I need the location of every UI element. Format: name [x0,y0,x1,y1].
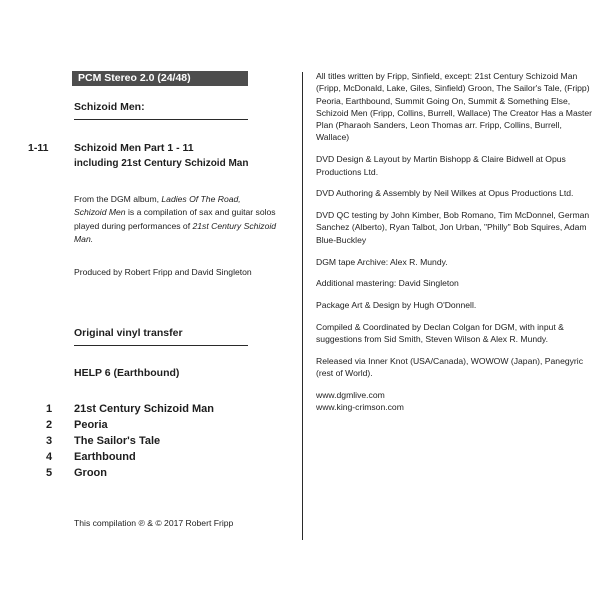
section-heading-schizoid-men: Schizoid Men: [74,101,145,113]
credit-mastering: Additional mastering: David Singleton [316,278,459,289]
credit-dvd-qc: DVD QC testing by John Kimber, Bob Romano, Tim McDonnel, German Sanchez (Alberto), Ryan Talbot, Jon Urban, "Philly" Bob Squires, Adam Blue-Buckley [316,210,590,245]
track-title: Schizoid Men Part 1 - 11 [74,142,194,154]
section-divider-1 [74,119,248,120]
website-links [316,389,596,414]
track-name: Peoria [74,419,108,431]
website-url-dgmlive: www.dgmlive.com [316,390,385,401]
website-url-king-crimson: www.king-crimson.com [316,402,404,413]
track-number: 1 [46,403,53,415]
section-heading-vinyl-transfer: Original vinyl transfer [74,327,183,339]
desc-song-title: 21st Century Schizoid Man. [74,220,277,244]
credit-compiled: Compiled & Coordinated by Declan Colgan for DGM, with input & suggestions from Sid Smith, Steven Wilson & Alex R. Mundy. [316,321,564,345]
audio-format-banner [72,71,248,86]
track-subtitle: including 21st Century Schizoid Man [74,158,249,169]
track-row [0,450,300,466]
track-row [0,434,300,450]
column-divider [302,72,303,540]
track-name: The Sailor's Tale [74,435,161,447]
track-number: 2 [46,419,53,431]
desc-text-1: From the DGM album, [74,194,162,204]
section-divider-2 [74,345,248,346]
desc-album-title: Ladies Of The Road, [161,194,241,204]
desc-schizoid-men: Schizoid Men [74,207,126,218]
producer-credit: Produced by Robert Fripp and David Singleton [74,267,252,277]
track-number: 4 [46,451,53,463]
credit-writers: All titles written by Fripp, Sinfield, except: 21st Century Schizoid Man (Fripp, McDonald, Lake, Giles, Sinfield) Groon, The Sailor's Tale, (Fripp) Peoria, Earthbound, Summit Going On, Summit & Something Else, Schizoid Men (Fripp, Collins, Burrell, Wallace) The Creator Has a Master Plan (Pharaoh Sanders, Leon Thomas arr. Fripp, Collins, Burrell, Wallace) [316,71,593,143]
copyright-notice: This compilation ℗ & © 2017 Robert Fripp [74,518,234,528]
track-row [0,418,300,434]
track-number: 5 [46,467,53,479]
credit-dvd-authoring: DVD Authoring & Assembly by Neil Wilkes at Opus Productions Ltd. [316,188,574,199]
credit-release: Released via Inner Knot (USA/Canada), WOWOW (Japan), Panegyric (rest of World). [316,356,583,379]
track-row [0,402,300,418]
credit-package-art: Package Art & Design by Hugh O'Donnell. [316,300,477,311]
track-name: 21st Century Schizoid Man [74,403,214,415]
album-title: HELP 6 (Earthbound) [74,367,180,379]
description-paragraph [74,193,289,246]
track-row [0,466,300,482]
audio-format-label: PCM Stereo 2.0 (24/48) [78,72,191,84]
right-column-credits [316,70,596,414]
credit-dvd-design: DVD Design & Layout by Martin Bishopp & Claire Bidwell at Opus Productions Ltd. [316,154,566,177]
desc-text-2: is a compilation of sax and guitar solos played during performances of [74,207,276,231]
credit-tape-archive: DGM tape Archive: Alex R. Mundy. [316,256,448,267]
track-range: 1-11 [28,142,49,154]
track-name: Earthbound [74,451,136,463]
track-number: 3 [46,435,53,447]
track-name: Groon [74,467,107,479]
